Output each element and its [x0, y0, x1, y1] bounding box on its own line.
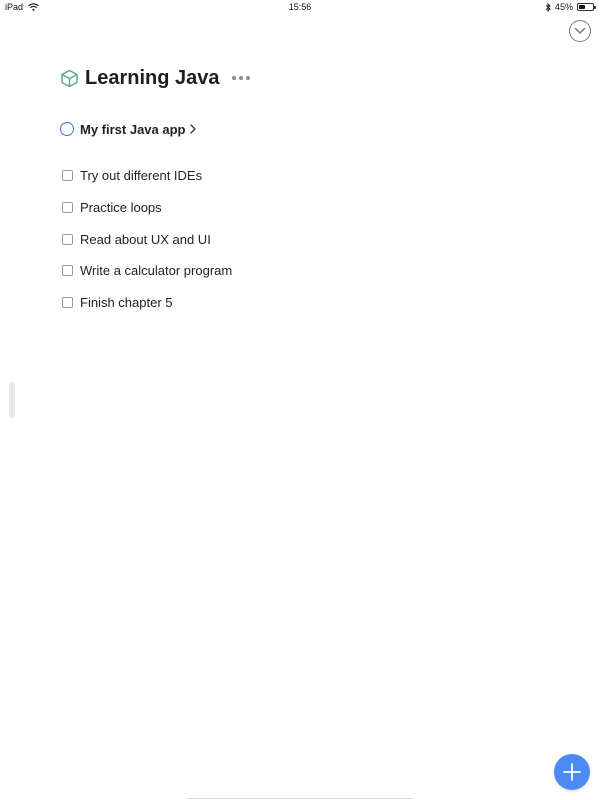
status-time: 15:56 — [288, 2, 312, 12]
task-checkbox[interactable] — [62, 202, 73, 213]
task-label: Read about UX and UI — [80, 231, 211, 247]
sidebar-drag-handle[interactable] — [9, 382, 15, 418]
task-label: Finish chapter 5 — [80, 295, 173, 311]
task-label: Practice loops — [80, 200, 162, 216]
add-task-button[interactable] — [554, 754, 590, 790]
cube-icon — [60, 69, 79, 88]
collapse-button[interactable] — [569, 20, 591, 42]
task-label: Try out different IDEs — [80, 168, 203, 184]
task-list — [62, 160, 232, 318]
task-checkbox[interactable] — [62, 265, 73, 276]
home-indicator — [187, 798, 413, 799]
task-label: Write a calculator program — [80, 263, 233, 279]
task-checkbox[interactable] — [62, 234, 73, 245]
battery-icon — [577, 3, 594, 11]
status-bar — [0, 0, 600, 16]
plus-icon — [563, 763, 581, 781]
task-circle-icon — [60, 122, 74, 136]
more-dot-icon — [232, 76, 236, 80]
more-options-button[interactable] — [232, 72, 250, 84]
task-checkbox[interactable] — [62, 170, 73, 181]
page-title: Learning Java — [85, 66, 220, 89]
device-name: iPad — [5, 2, 24, 12]
chevron-right-icon — [190, 124, 196, 134]
battery-percent: 45% — [554, 2, 573, 12]
task-item[interactable] — [62, 287, 232, 319]
battery-fill — [579, 5, 585, 9]
more-dot-icon — [239, 76, 243, 80]
more-dot-icon — [246, 76, 250, 80]
heading-task-my-first-java-app[interactable] — [60, 120, 196, 138]
task-item[interactable] — [62, 223, 232, 255]
task-item[interactable] — [62, 192, 232, 224]
project-header — [60, 64, 250, 92]
bluetooth-icon — [545, 3, 551, 12]
status-right — [545, 2, 594, 12]
heading-task-label: My first Java app — [80, 121, 186, 137]
task-item[interactable] — [62, 160, 232, 192]
task-item[interactable] — [62, 255, 232, 287]
chevron-down-icon — [574, 27, 586, 35]
task-checkbox[interactable] — [62, 297, 73, 308]
